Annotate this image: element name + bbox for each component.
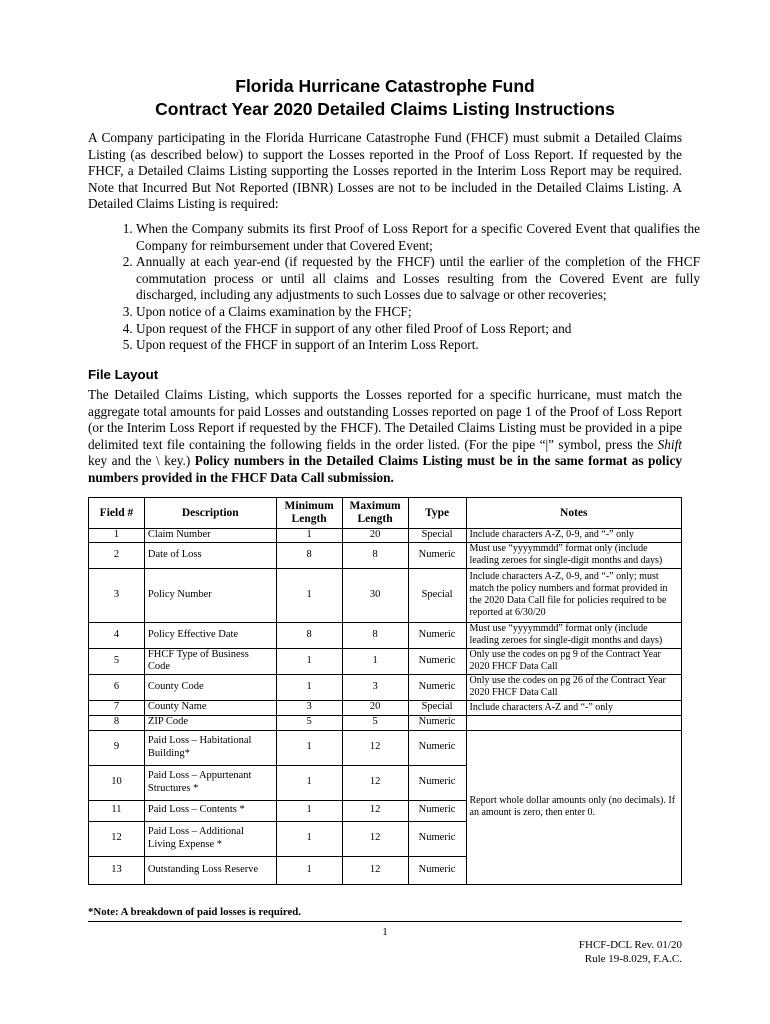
field-type: Numeric (408, 856, 466, 884)
field-max-length: 12 (342, 821, 408, 856)
intro-paragraph: A Company participating in the Florida Hurricane Catastrophe Fund (FHCF) must submit a Detailed Claims Listing (as described below) to support the Losses reported in the Proof of Loss Report. If requested by the FHCF, a Detailed Claims Listing supporting the Losses reported in the Interim Loss Report may be required. Note that Incurred But Not Reported (IBNR) Losses are not to be included in the Detailed Claims Listing. A Detailed Claims Listing is required: (88, 130, 682, 212)
header-notes: Notes (466, 498, 681, 529)
paid-loss-footnote: *Note: A breakdown of paid losses is required. (88, 906, 301, 918)
field-type: Numeric (408, 765, 466, 800)
table-row (89, 674, 682, 700)
revision-text: FHCF-DCL Rev. 01/20 (578, 939, 682, 951)
field-type: Numeric (408, 674, 466, 700)
field-max-length: 20 (342, 529, 408, 543)
field-number: 11 (89, 800, 145, 821)
footer-divider (88, 921, 682, 922)
field-max-length: 5 (342, 715, 408, 730)
field-description: FHCF Type of Business Code (144, 648, 276, 674)
table-row (89, 568, 682, 622)
field-description: Outstanding Loss Reserve (144, 856, 276, 884)
header-type: Type (408, 498, 466, 529)
field-type: Numeric (408, 622, 466, 648)
field-type: Numeric (408, 800, 466, 821)
field-number: 5 (89, 648, 145, 674)
field-type: Special (408, 529, 466, 543)
file-layout-paragraph (88, 387, 682, 487)
field-number: 10 (89, 765, 145, 800)
field-description: ZIP Code (144, 715, 276, 730)
header-maximum-length: Maximum Length (342, 498, 408, 529)
field-notes: Only use the codes on pg 9 of the Contract Year 2020 FHCF Data Call (466, 648, 681, 674)
field-min-length: 1 (276, 730, 342, 765)
requirement-item: 1. When the Company submits its first Proof of Loss Report for a specific Covered Event that qualifies the Company for reimbursement under that Covered Event; (136, 221, 700, 254)
field-type: Special (408, 700, 466, 715)
field-min-length: 1 (276, 648, 342, 674)
field-number: 4 (89, 622, 145, 648)
table-header-row (89, 498, 682, 529)
field-number: 8 (89, 715, 145, 730)
field-notes: Include characters A-Z, 0-9, and “-” only; must match the policy numbers and format provided in the 2020 Data Call file for policies required to be reported at 6/30/20 (466, 568, 681, 622)
header-description: Description (144, 498, 276, 529)
field-number: 9 (89, 730, 145, 765)
field-notes: Must use “yyyymmdd” format only (include leading zeroes for single-digit months and days) (466, 542, 681, 568)
requirements-list (118, 221, 700, 354)
field-number: 12 (89, 821, 145, 856)
field-max-length: 12 (342, 800, 408, 821)
requirement-item: 4. Upon request of the FHCF in support of any other filed Proof of Loss Report; and (136, 321, 700, 338)
field-layout-table (88, 497, 682, 885)
rule-citation: Rule 19-8.029, F.A.C. (584, 953, 682, 965)
field-min-length: 1 (276, 529, 342, 543)
table-row (89, 542, 682, 568)
table-row (89, 648, 682, 674)
file-layout-text: The Detailed Claims Listing, which supports the Losses reported for a specific hurricane, must match the aggregate total amounts for paid Losses and outstanding Losses reported on page 1 of the Proof of Loss Report (or the Interim Loss Report if requested by the FHCF). The Detailed Claims Listing must be provided in a pipe delimited text file containing the following fields in the order listed. (For the pipe “|” symbol, press the (88, 387, 682, 452)
field-max-length: 20 (342, 700, 408, 715)
field-type: Numeric (408, 648, 466, 674)
file-layout-heading: File Layout (88, 367, 159, 382)
field-max-length: 8 (342, 542, 408, 568)
requirement-item: 3. Upon notice of a Claims examination by the FHCF; (136, 304, 700, 321)
field-description: Paid Loss – Habitational Building* (144, 730, 276, 765)
policy-format-notice: Policy numbers in the Detailed Claims Listing must be in the same format as policy numbers provided in the FHCF Data Call submission. (88, 453, 682, 485)
field-min-length: 8 (276, 542, 342, 568)
field-description: Claim Number (144, 529, 276, 543)
field-description: Policy Number (144, 568, 276, 622)
table-row (89, 730, 682, 765)
field-min-length: 1 (276, 568, 342, 622)
table-row (89, 715, 682, 730)
field-description: Paid Loss – Appurtenant Structures * (144, 765, 276, 800)
field-max-length: 8 (342, 622, 408, 648)
field-type: Numeric (408, 730, 466, 765)
table-row (89, 622, 682, 648)
amount-notes: Report whole dollar amounts only (no decimals). If an amount is zero, then enter 0. (466, 730, 681, 884)
field-description: Date of Loss (144, 542, 276, 568)
field-min-length: 1 (276, 856, 342, 884)
field-min-length: 3 (276, 700, 342, 715)
field-description: County Code (144, 674, 276, 700)
field-type: Numeric (408, 542, 466, 568)
field-max-length: 1 (342, 648, 408, 674)
field-number: 3 (89, 568, 145, 622)
field-max-length: 12 (342, 765, 408, 800)
field-max-length: 12 (342, 730, 408, 765)
field-description: County Name (144, 700, 276, 715)
header-minimum-length: Minimum Length (276, 498, 342, 529)
field-description: Policy Effective Date (144, 622, 276, 648)
field-number: 2 (89, 542, 145, 568)
field-min-length: 8 (276, 622, 342, 648)
table-row (89, 700, 682, 715)
table-row (89, 529, 682, 543)
field-number: 7 (89, 700, 145, 715)
requirement-item: 5. Upon request of the FHCF in support of an Interim Loss Report. (136, 337, 700, 354)
field-max-length: 30 (342, 568, 408, 622)
field-notes: Only use the codes on pg 26 of the Contract Year 2020 FHCF Data Call (466, 674, 681, 700)
field-min-length: 1 (276, 765, 342, 800)
field-max-length: 3 (342, 674, 408, 700)
field-type: Numeric (408, 821, 466, 856)
header-field-number: Field # (89, 498, 145, 529)
field-notes: Include characters A-Z and “-” only (466, 700, 681, 715)
shift-key-text: Shift (657, 436, 682, 452)
field-number: 1 (89, 529, 145, 543)
field-number: 13 (89, 856, 145, 884)
field-min-length: 1 (276, 821, 342, 856)
field-type: Numeric (408, 715, 466, 730)
field-max-length: 12 (342, 856, 408, 884)
field-notes: Include characters A-Z, 0-9, and “-” only (466, 529, 681, 543)
page-number: 1 (382, 926, 388, 938)
requirement-item: 2. Annually at each year-end (if requested by the FHCF) until the earlier of the completion of the FHCF commutation process or until all claims and Losses resulting from the Covered Event are fully discharged, including any adjustments to such Losses due to salvage or other recoveries; (136, 254, 700, 304)
field-description: Paid Loss – Additional Living Expense * (144, 821, 276, 856)
field-min-length: 5 (276, 715, 342, 730)
field-notes: Must use “yyyymmdd” format only (include leading zeroes for single-digit months and days) (466, 622, 681, 648)
file-layout-text-2: key and the \ key.) (88, 453, 195, 469)
field-description: Paid Loss – Contents * (144, 800, 276, 821)
document-subtitle: Contract Year 2020 Detailed Claims Listing Instructions (155, 99, 615, 119)
field-min-length: 1 (276, 674, 342, 700)
field-min-length: 1 (276, 800, 342, 821)
footer-revision (579, 938, 682, 966)
field-number: 6 (89, 674, 145, 700)
document-title: Florida Hurricane Catastrophe Fund (235, 76, 535, 96)
field-type: Special (408, 568, 466, 622)
field-notes (466, 715, 681, 730)
